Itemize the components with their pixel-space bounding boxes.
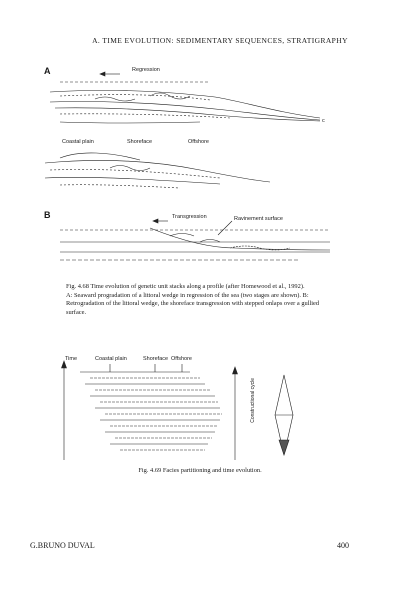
running-header: A. TIME EVOLUTION: SEDIMENTARY SEQUENCES, STRATIGRAPHY [92,36,348,45]
fig469-offshore-label: Offshore [171,356,192,362]
figure-468-caption-title: Fig. 4.68 [66,283,89,290]
figure-468-caption-parts: A: Seaward progradation of a littoral wedge in regression of the sea (two stages are shown). B: Retrogradation of the littoral wedge, the shoreface transgression with stepped onlaps over a gullied surface. [66,291,320,316]
page-number: 400 [337,541,349,550]
time-axis-label: Time [65,356,78,362]
ravinement-surface-label: Ravinement surface [234,216,283,222]
figure-469-caption-title: Fig. 4.69 [138,467,162,474]
cycle-label: Constructional cycle [250,378,256,423]
regression-label: Regression [132,67,160,73]
facies-stack [80,372,222,450]
figure-469-caption [80,467,320,476]
zone-label-coastal-plain: Coastal plain [62,139,94,145]
footer-author: G.BRUNO DUVAL [30,541,95,550]
zone-label-shoreface: Shoreface [127,139,153,145]
panel-b-label: B [44,210,51,220]
figure-468-caption-text: Time evolution of genetic unit stacks along a profile (after Homewood et al., 1992). [90,283,305,290]
fig469-shoreface-label: Shoreface [143,356,169,362]
axis-end-label: c [322,118,325,124]
transgression-label: Transgression [172,214,207,220]
zone-label-offshore: Offshore [188,139,209,145]
figure-469-caption-text: Facies partitioning and time evolution. [162,467,262,474]
fig469-coastal-plain-label: Coastal plain [95,356,127,362]
panel-a-label: A [44,66,51,76]
